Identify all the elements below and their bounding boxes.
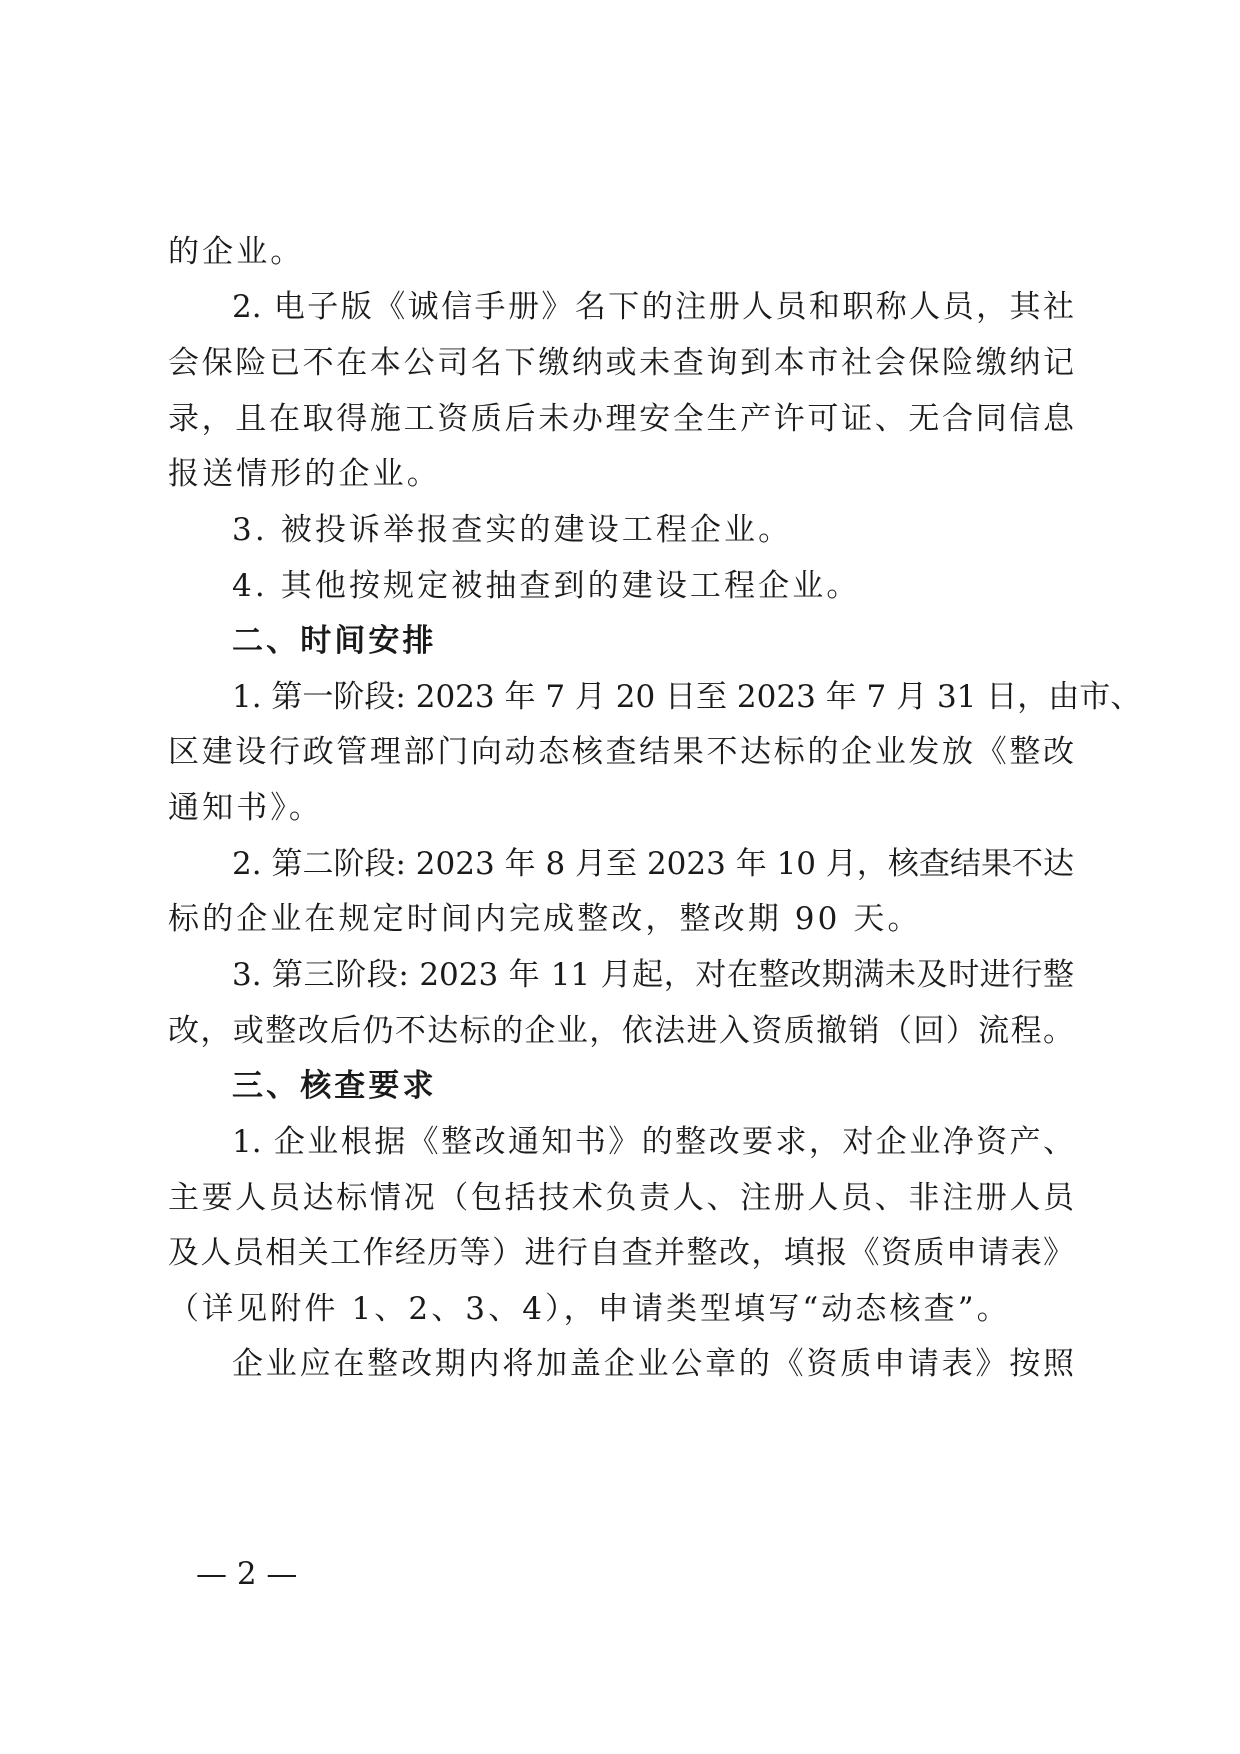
section-heading-requirements: 三、核查要求 bbox=[232, 1068, 437, 1104]
text-line: 及人员相关工作经历等）进行自查并整改，填报《资质申请表》 bbox=[168, 1235, 1074, 1271]
text-line-requirement-1: 1. 企业根据《整改通知书》的整改要求，对企业净资产、 bbox=[232, 1124, 1074, 1160]
text-line-phase-1: 1. 第一阶段: 2023 年 7 月 20 日至 2023 年 7 月 31 日，由市、 bbox=[232, 679, 1142, 715]
text-line-item-4: 4. 其他按规定被抽查到的建设工程企业。 bbox=[232, 568, 861, 604]
text-line-item-3: 3. 被投诉举报查实的建设工程企业。 bbox=[232, 512, 793, 548]
text-line: 区建设行政管理部门向动态核查结果不达标的企业发放《整改 bbox=[168, 734, 1074, 770]
text-line-item-2: 2. 电子版《诚信手册》名下的注册人员和职称人员，其社 bbox=[232, 289, 1074, 325]
page-number: — 2 — bbox=[196, 1556, 298, 1592]
text-line: 通知书》。 bbox=[168, 790, 323, 826]
text-line-phase-2: 2. 第二阶段: 2023 年 8 月至 2023 年 10 月，核查结果不达 bbox=[232, 846, 1074, 882]
text-line: 报送情形的企业。 bbox=[168, 456, 441, 492]
text-line: （详见附件 1、2、3、4），申请类型填写“动态核查”。 bbox=[168, 1291, 1011, 1327]
text-line-continuation: 的企业。 bbox=[168, 234, 305, 270]
text-line: 标的企业在规定时间内完成整改，整改期 90 天。 bbox=[168, 901, 922, 937]
text-line-paragraph: 企业应在整改期内将加盖企业公章的《资质申请表》按照 bbox=[232, 1346, 1074, 1382]
text-line: 录，且在取得施工资质后未办理安全生产许可证、无合同信息 bbox=[168, 401, 1074, 437]
text-line: 改，或整改后仍不达标的企业，依法进入资质撤销（回）流程。 bbox=[168, 1013, 1074, 1049]
section-heading-schedule: 二、时间安排 bbox=[232, 623, 437, 659]
text-line: 会保险已不在本公司名下缴纳或未查询到本市社会保险缴纳记 bbox=[168, 345, 1074, 381]
text-line-phase-3: 3. 第三阶段: 2023 年 11 月起，对在整改期满未及时进行整 bbox=[232, 957, 1074, 993]
text-line: 主要人员达标情况（包括技术负责人、注册人员、非注册人员 bbox=[168, 1180, 1074, 1216]
